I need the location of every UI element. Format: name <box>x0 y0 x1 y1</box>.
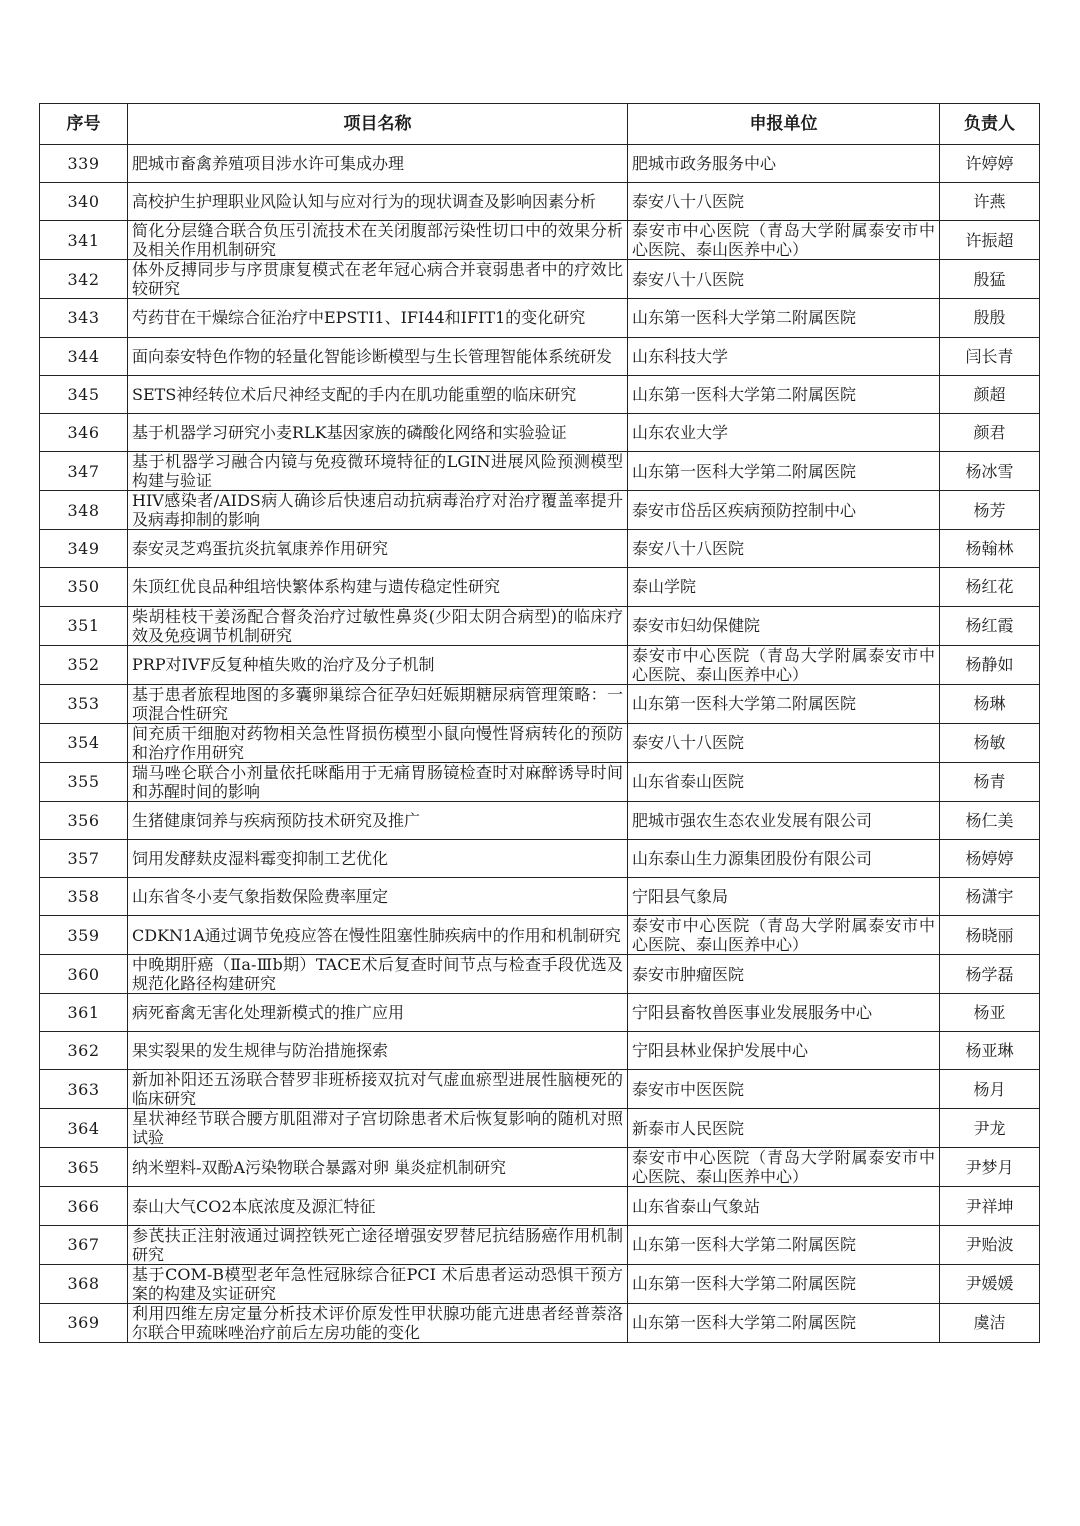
cell-person-in-charge: 许振超 <box>940 221 1040 260</box>
cell-serial-number: 341 <box>40 221 128 260</box>
table-row <box>40 221 1040 260</box>
cell-applicant-unit: 泰山学院 <box>628 568 940 606</box>
cell-person-in-charge: 许燕 <box>940 183 1040 221</box>
cell-project-name: 高校护生护理职业风险认知与应对行为的现状调查及影响因素分析 <box>128 183 628 221</box>
cell-serial-number: 360 <box>40 955 128 994</box>
cell-person-in-charge: 杨婷婷 <box>940 839 1040 877</box>
table-row <box>40 1187 1040 1225</box>
table-row <box>40 877 1040 915</box>
cell-person-in-charge: 杨潇宇 <box>940 877 1040 915</box>
cell-person-in-charge: 杨芳 <box>940 491 1040 530</box>
cell-applicant-unit: 泰安八十八医院 <box>628 183 940 221</box>
cell-project-name: 新加补阳还五汤联合替罗非班桥接双抗对气虚血瘀型进展性脑梗死的临床研究 <box>128 1070 628 1109</box>
table-row <box>40 1032 1040 1070</box>
cell-person-in-charge: 尹龙 <box>940 1109 1040 1148</box>
cell-applicant-unit: 泰安市中心医院（青岛大学附属泰安市中心医院、泰山医养中心） <box>628 221 940 260</box>
cell-serial-number: 369 <box>40 1303 128 1342</box>
cell-person-in-charge: 许婷婷 <box>940 145 1040 183</box>
cell-applicant-unit: 山东第一医科大学第二附属医院 <box>628 375 940 413</box>
table-row <box>40 684 1040 723</box>
cell-applicant-unit: 宁阳县气象局 <box>628 877 940 915</box>
table-row <box>40 1303 1040 1342</box>
cell-applicant-unit: 山东第一医科大学第二附属医院 <box>628 684 940 723</box>
cell-project-name: 面向泰安特色作物的轻量化智能诊断模型与生长管理智能体系统研发 <box>128 337 628 375</box>
table-row <box>40 801 1040 839</box>
cell-project-name: 中晚期肝癌（Ⅱa-Ⅲb期）TACE术后复查时间节点与检查手段优选及规范化路径构建研究 <box>128 955 628 994</box>
cell-serial-number: 353 <box>40 684 128 723</box>
cell-serial-number: 359 <box>40 916 128 955</box>
cell-person-in-charge: 虞洁 <box>940 1303 1040 1342</box>
table-row <box>40 413 1040 451</box>
cell-project-name: HIV感染者/AIDS病人确诊后快速启动抗病毒治疗对治疗覆盖率提升及病毒抑制的影响 <box>128 491 628 530</box>
cell-serial-number: 346 <box>40 413 128 451</box>
cell-person-in-charge: 殷殷 <box>940 299 1040 337</box>
table-row <box>40 452 1040 491</box>
cell-applicant-unit: 新泰市人民医院 <box>628 1109 940 1148</box>
table-row <box>40 260 1040 299</box>
cell-applicant-unit: 山东农业大学 <box>628 413 940 451</box>
cell-applicant-unit: 山东科技大学 <box>628 337 940 375</box>
table-row <box>40 606 1040 645</box>
cell-serial-number: 340 <box>40 183 128 221</box>
cell-serial-number: 348 <box>40 491 128 530</box>
cell-person-in-charge: 杨翰林 <box>940 530 1040 568</box>
header-applicant-unit: 申报单位 <box>628 104 940 145</box>
cell-person-in-charge: 杨学磊 <box>940 955 1040 994</box>
cell-person-in-charge: 闫长青 <box>940 337 1040 375</box>
cell-applicant-unit: 泰安八十八医院 <box>628 723 940 762</box>
cell-person-in-charge: 尹贻波 <box>940 1225 1040 1264</box>
project-list-sheet <box>39 103 1039 1343</box>
table-row <box>40 145 1040 183</box>
cell-project-name: SETS神经转位术后尺神经支配的手内在肌功能重塑的临床研究 <box>128 375 628 413</box>
table-header-row <box>40 104 1040 145</box>
cell-serial-number: 347 <box>40 452 128 491</box>
cell-applicant-unit: 山东第一医科大学第二附属医院 <box>628 452 940 491</box>
cell-serial-number: 355 <box>40 762 128 801</box>
cell-project-name: 果实裂果的发生规律与防治措施探索 <box>128 1032 628 1070</box>
cell-person-in-charge: 尹媛媛 <box>940 1264 1040 1303</box>
table-row <box>40 955 1040 994</box>
cell-project-name: 生猪健康饲养与疾病预防技术研究及推广 <box>128 801 628 839</box>
cell-person-in-charge: 杨冰雪 <box>940 452 1040 491</box>
cell-person-in-charge: 杨亚 <box>940 994 1040 1032</box>
cell-applicant-unit: 宁阳县畜牧兽医事业发展服务中心 <box>628 994 940 1032</box>
header-person-in-charge: 负责人 <box>940 104 1040 145</box>
cell-project-name: 基于机器学习研究小麦RLK基因家族的磷酸化网络和实验验证 <box>128 413 628 451</box>
cell-person-in-charge: 杨红花 <box>940 568 1040 606</box>
cell-applicant-unit: 泰安市肿瘤医院 <box>628 955 940 994</box>
cell-project-name: 芍药苷在干燥综合征治疗中EPSTI1、IFI44和IFIT1的变化研究 <box>128 299 628 337</box>
cell-project-name: 山东省冬小麦气象指数保险费率厘定 <box>128 877 628 915</box>
project-table <box>39 103 1040 1343</box>
header-project-name: 项目名称 <box>128 104 628 145</box>
cell-project-name: 瑞马唑仑联合小剂量依托咪酯用于无痛胃肠镜检查时对麻醉诱导时间和苏醒时间的影响 <box>128 762 628 801</box>
cell-applicant-unit: 泰安市中心医院（青岛大学附属泰安市中心医院、泰山医养中心） <box>628 1148 940 1187</box>
cell-applicant-unit: 泰安市中心医院（青岛大学附属泰安市中心医院、泰山医养中心） <box>628 645 940 684</box>
cell-person-in-charge: 杨亚琳 <box>940 1032 1040 1070</box>
cell-project-name: 基于机器学习融合内镜与免疫微环境特征的LGIN进展风险预测模型构建与验证 <box>128 452 628 491</box>
cell-project-name: CDKN1A通过调节免疫应答在慢性阻塞性肺疾病中的作用和机制研究 <box>128 916 628 955</box>
cell-project-name: 饲用发酵麸皮湿料霉变抑制工艺优化 <box>128 839 628 877</box>
cell-serial-number: 357 <box>40 839 128 877</box>
cell-person-in-charge: 杨敏 <box>940 723 1040 762</box>
cell-project-name: 泰山大气CO2本底浓度及源汇特征 <box>128 1187 628 1225</box>
cell-project-name: 简化分层缝合联合负压引流技术在关闭腹部污染性切口中的效果分析及相关作用机制研究 <box>128 221 628 260</box>
table-row <box>40 1109 1040 1148</box>
cell-serial-number: 339 <box>40 145 128 183</box>
cell-applicant-unit: 山东省泰山医院 <box>628 762 940 801</box>
cell-serial-number: 345 <box>40 375 128 413</box>
cell-serial-number: 349 <box>40 530 128 568</box>
cell-person-in-charge: 杨晓丽 <box>940 916 1040 955</box>
cell-serial-number: 361 <box>40 994 128 1032</box>
cell-serial-number: 354 <box>40 723 128 762</box>
cell-applicant-unit: 泰安市妇幼保健院 <box>628 606 940 645</box>
cell-person-in-charge: 杨琳 <box>940 684 1040 723</box>
cell-serial-number: 342 <box>40 260 128 299</box>
table-body <box>40 145 1040 1343</box>
table-row <box>40 491 1040 530</box>
cell-applicant-unit: 山东第一医科大学第二附属医院 <box>628 299 940 337</box>
cell-project-name: 泰安灵芝鸡蛋抗炎抗氧康养作用研究 <box>128 530 628 568</box>
table-row <box>40 723 1040 762</box>
table-row <box>40 375 1040 413</box>
cell-applicant-unit: 肥城市强农生态农业发展有限公司 <box>628 801 940 839</box>
cell-project-name: 病死畜禽无害化处理新模式的推广应用 <box>128 994 628 1032</box>
table-row <box>40 1148 1040 1187</box>
table-row <box>40 762 1040 801</box>
cell-applicant-unit: 肥城市政务服务中心 <box>628 145 940 183</box>
table-row <box>40 299 1040 337</box>
table-row <box>40 1225 1040 1264</box>
cell-serial-number: 366 <box>40 1187 128 1225</box>
cell-project-name: 体外反搏同步与序贯康复模式在老年冠心病合并衰弱患者中的疗效比较研究 <box>128 260 628 299</box>
cell-applicant-unit: 山东泰山生力源集团股份有限公司 <box>628 839 940 877</box>
table-row <box>40 183 1040 221</box>
cell-serial-number: 351 <box>40 606 128 645</box>
table-row <box>40 839 1040 877</box>
cell-applicant-unit: 山东第一医科大学第二附属医院 <box>628 1225 940 1264</box>
cell-person-in-charge: 尹梦月 <box>940 1148 1040 1187</box>
cell-applicant-unit: 山东省泰山气象站 <box>628 1187 940 1225</box>
cell-serial-number: 368 <box>40 1264 128 1303</box>
cell-person-in-charge: 尹祥坤 <box>940 1187 1040 1225</box>
cell-project-name: 间充质干细胞对药物相关急性肾损伤模型小鼠向慢性肾病转化的预防和治疗作用研究 <box>128 723 628 762</box>
cell-serial-number: 344 <box>40 337 128 375</box>
cell-person-in-charge: 殷猛 <box>940 260 1040 299</box>
table-row <box>40 645 1040 684</box>
cell-serial-number: 356 <box>40 801 128 839</box>
cell-project-name: 纳米塑料-双酚A污染物联合暴露对卵 巢炎症机制研究 <box>128 1148 628 1187</box>
cell-serial-number: 364 <box>40 1109 128 1148</box>
table-row <box>40 1264 1040 1303</box>
cell-applicant-unit: 泰安市中心医院（青岛大学附属泰安市中心医院、泰山医养中心） <box>628 916 940 955</box>
cell-applicant-unit: 山东第一医科大学第二附属医院 <box>628 1264 940 1303</box>
cell-person-in-charge: 颜君 <box>940 413 1040 451</box>
cell-project-name: 参芪扶正注射液通过调控铁死亡途径增强安罗替尼抗结肠癌作用机制研究 <box>128 1225 628 1264</box>
cell-serial-number: 367 <box>40 1225 128 1264</box>
cell-person-in-charge: 颜超 <box>940 375 1040 413</box>
cell-applicant-unit: 泰安市岱岳区疾病预防控制中心 <box>628 491 940 530</box>
table-row <box>40 994 1040 1032</box>
cell-person-in-charge: 杨青 <box>940 762 1040 801</box>
cell-person-in-charge: 杨月 <box>940 1070 1040 1109</box>
cell-applicant-unit: 宁阳县林业保护发展中心 <box>628 1032 940 1070</box>
table-row <box>40 530 1040 568</box>
cell-project-name: 基于COM-B模型老年急性冠脉综合征PCI 术后患者运动恐惧干预方案的构建及实证研究 <box>128 1264 628 1303</box>
cell-project-name: PRP对IVF反复种植失败的治疗及分子机制 <box>128 645 628 684</box>
cell-applicant-unit: 山东第一医科大学第二附属医院 <box>628 1303 940 1342</box>
cell-project-name: 星状神经节联合腰方肌阻滞对子宫切除患者术后恢复影响的随机对照试验 <box>128 1109 628 1148</box>
cell-project-name: 肥城市畜禽养殖项目涉水许可集成办理 <box>128 145 628 183</box>
header-serial-number: 序号 <box>40 104 128 145</box>
cell-project-name: 基于患者旅程地图的多囊卵巢综合征孕妇妊娠期糖尿病管理策略：一项混合性研究 <box>128 684 628 723</box>
cell-serial-number: 352 <box>40 645 128 684</box>
table-row <box>40 916 1040 955</box>
cell-person-in-charge: 杨静如 <box>940 645 1040 684</box>
cell-project-name: 柴胡桂枝干姜汤配合督灸治疗过敏性鼻炎(少阳太阴合病型)的临床疗效及免疫调节机制研究 <box>128 606 628 645</box>
cell-project-name: 朱顶红优良品种组培快繁体系构建与遗传稳定性研究 <box>128 568 628 606</box>
table-row <box>40 568 1040 606</box>
cell-serial-number: 362 <box>40 1032 128 1070</box>
cell-serial-number: 363 <box>40 1070 128 1109</box>
cell-serial-number: 365 <box>40 1148 128 1187</box>
cell-person-in-charge: 杨红霞 <box>940 606 1040 645</box>
cell-applicant-unit: 泰安市中医医院 <box>628 1070 940 1109</box>
cell-serial-number: 343 <box>40 299 128 337</box>
cell-applicant-unit: 泰安八十八医院 <box>628 260 940 299</box>
cell-applicant-unit: 泰安八十八医院 <box>628 530 940 568</box>
cell-serial-number: 358 <box>40 877 128 915</box>
table-row <box>40 337 1040 375</box>
cell-person-in-charge: 杨仁美 <box>940 801 1040 839</box>
cell-serial-number: 350 <box>40 568 128 606</box>
cell-project-name: 利用四维左房定量分析技术评价原发性甲状腺功能亢进患者经普萘洛尔联合甲巯咪唑治疗前后左房功能的变化 <box>128 1303 628 1342</box>
table-row <box>40 1070 1040 1109</box>
